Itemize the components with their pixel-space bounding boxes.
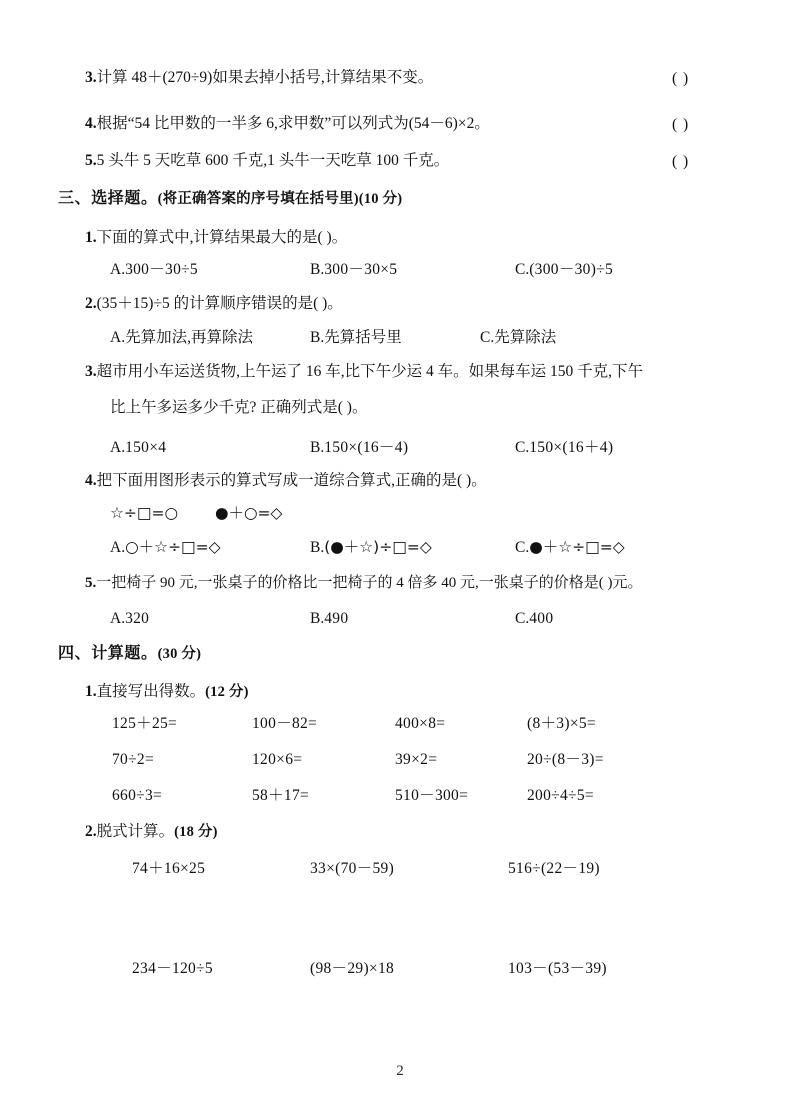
- choice-q2-option-b-text: 先算括号里: [324, 329, 402, 346]
- choice-q4-given-equation-1: ☆÷□=○: [110, 504, 179, 522]
- calc-sub2-r2c2[interactable]: (98－29)×18: [310, 960, 395, 977]
- choice-q3-option-c[interactable]: [515, 440, 613, 456]
- calc-sub1-r1c1[interactable]: 125＋25=: [112, 715, 178, 732]
- calc-sub2-r1c1[interactable]: 74＋16×25: [132, 860, 206, 877]
- section-four-subtitle: (30 分): [157, 646, 202, 662]
- choice-q5-option-b[interactable]: [310, 611, 348, 627]
- calc-sub2-r1c2[interactable]: 33×(70－59): [310, 860, 395, 877]
- calc-sub1-r3c1[interactable]: 660÷3=: [112, 787, 163, 804]
- choice-q5-option-c-text: 400: [529, 610, 554, 627]
- calc-sub2-title: 脱式计算。: [96, 823, 175, 840]
- choice-q4-text: 把下面用图形表示的算式写成一道综合算式,正确的是( )。: [96, 472, 487, 489]
- calc-sub1-number: 1.: [85, 683, 97, 700]
- tf-item-4-answer-box[interactable]: ( ): [672, 116, 690, 133]
- choice-q5-option-c-label: C.: [515, 610, 530, 627]
- section-three-header: [58, 191, 402, 207]
- choice-q2-text: (35＋15)÷5 的计算顺序错误的是( )。: [96, 295, 343, 312]
- choice-q5-option-a[interactable]: [110, 611, 149, 627]
- page-number: 2: [396, 1063, 404, 1079]
- choice-q1-option-b-label: B.: [310, 261, 325, 278]
- choice-q3-text-line2: 比上午多运多少千克? 正确列式是( )。: [110, 399, 368, 416]
- section-four-title: 四、计算题。: [58, 645, 158, 662]
- choice-q1-option-a-label: A.: [110, 261, 126, 278]
- choice-q4-option-c-text: ●＋☆÷□=◇: [529, 538, 625, 556]
- choice-q2-option-a-text: 先算加法,再算除法: [125, 329, 253, 346]
- tf-item-5-text: 5 头牛 5 天吃草 600 千克,1 头牛一天吃草 100 千克。: [96, 152, 450, 169]
- tf-item-5-number: 5.: [85, 152, 97, 169]
- choice-q1-option-a-text: 300－30÷5: [125, 261, 198, 278]
- choice-q5-option-b-text: 490: [324, 610, 349, 627]
- calc-sub1-r1c4[interactable]: (8＋3)×5=: [527, 715, 596, 732]
- calc-sub2-heading: [85, 824, 218, 840]
- choice-q4-given-equation-2: ●＋○=◇: [215, 504, 283, 522]
- calc-sub1-r2c4[interactable]: 20÷(8－3)=: [527, 751, 604, 768]
- choice-q5-option-a-label: A.: [110, 610, 126, 627]
- choice-q2-option-c-text: 先算除法: [494, 329, 557, 346]
- choice-q3-text-line1: 超市用小车运送货物,上午运了 16 车,比下午少运 4 车。如果每车运 150 千克,下午: [96, 363, 644, 380]
- choice-q4-option-b-label: B.: [310, 539, 325, 556]
- choice-q2-option-a[interactable]: [110, 330, 253, 346]
- choice-q5-number: 5.: [85, 575, 97, 591]
- choice-q2-number: 2.: [85, 295, 97, 312]
- calc-sub1-score: (12 分): [205, 684, 249, 700]
- tf-item-5: [85, 153, 449, 169]
- choice-q4-option-a-label: A.: [110, 539, 126, 556]
- calc-sub1-r1c2[interactable]: 100－82=: [252, 715, 318, 732]
- choice-q1-option-a[interactable]: [110, 262, 198, 278]
- calc-sub2-r2c1[interactable]: 234－120÷5: [132, 960, 213, 977]
- choice-q2-option-b[interactable]: [310, 330, 402, 346]
- choice-q2-option-c[interactable]: [480, 330, 556, 346]
- choice-q1-option-c[interactable]: [515, 262, 613, 278]
- choice-q4-option-a[interactable]: [110, 540, 221, 556]
- choice-q5-option-b-label: B.: [310, 610, 325, 627]
- calc-sub1-r3c2[interactable]: 58＋17=: [252, 787, 310, 804]
- choice-q5-stem: [85, 576, 643, 591]
- choice-q1-text: 下面的算式中,计算结果最大的是( )。: [96, 229, 348, 246]
- choice-q1-option-b[interactable]: [310, 262, 397, 278]
- choice-q3-stem-line1: [85, 364, 643, 380]
- tf-item-4-text: 根据“54 比甲数的一半多 6,求甲数”可以列式为(54－6)×2。: [96, 115, 490, 132]
- choice-q3-option-c-text: 150×(16＋4): [529, 439, 614, 456]
- choice-q5-option-c[interactable]: [515, 611, 553, 627]
- calc-sub1-r2c2[interactable]: 120×6=: [252, 751, 303, 768]
- calc-sub1-r2c3[interactable]: 39×2=: [395, 751, 438, 768]
- choice-q3-option-b-text: 150×(16－4): [324, 439, 409, 456]
- choice-q4-option-c[interactable]: [515, 540, 625, 556]
- choice-q1-option-b-text: 300－30×5: [324, 261, 398, 278]
- tf-item-3: [85, 70, 433, 86]
- choice-q3-option-b-label: B.: [310, 439, 325, 456]
- choice-q1-stem: [85, 230, 347, 246]
- choice-q4-number: 4.: [85, 472, 97, 489]
- section-four-header: [58, 646, 201, 662]
- choice-q4-stem: [85, 473, 487, 489]
- choice-q3-option-a[interactable]: [110, 440, 166, 456]
- calc-sub1-r3c3[interactable]: 510－300=: [395, 787, 469, 804]
- choice-q5-option-a-text: 320: [125, 610, 150, 627]
- choice-q3-option-c-label: C.: [515, 439, 530, 456]
- choice-q2-option-a-label: A.: [110, 329, 126, 346]
- calc-sub1-title: 直接写出得数。: [96, 683, 206, 700]
- section-three-subtitle: (将正确答案的序号填在括号里)(10 分): [157, 191, 403, 207]
- calc-sub2-score: (18 分): [174, 824, 218, 840]
- choice-q4-option-a-text: ○＋☆÷□=◇: [125, 538, 221, 556]
- choice-q4-option-c-label: C.: [515, 539, 530, 556]
- choice-q2-option-b-label: B.: [310, 329, 325, 346]
- choice-q2-stem: [85, 296, 343, 312]
- tf-item-3-answer-box[interactable]: ( ): [672, 70, 690, 87]
- choice-q4-option-b-text: (●＋☆)÷□=◇: [324, 538, 432, 556]
- tf-item-4: [85, 116, 490, 132]
- calc-sub2-r1c3[interactable]: 516÷(22－19): [508, 860, 600, 877]
- choice-q1-option-c-text: (300－30)÷5: [529, 261, 614, 278]
- calc-sub2-r2c3[interactable]: 103－(53－39): [508, 960, 607, 977]
- calc-sub1-heading: [85, 684, 249, 700]
- choice-q3-option-a-text: 150×4: [125, 439, 167, 456]
- choice-q1-option-c-label: C.: [515, 261, 530, 278]
- tf-item-3-text: 计算 48＋(270÷9)如果去掉小括号,计算结果不变。: [96, 69, 434, 86]
- choice-q3-option-a-label: A.: [110, 439, 126, 456]
- tf-item-4-number: 4.: [85, 115, 97, 132]
- choice-q4-option-b[interactable]: [310, 540, 432, 556]
- calc-sub1-r1c3[interactable]: 400×8=: [395, 715, 446, 732]
- choice-q3-option-b[interactable]: [310, 440, 408, 456]
- calc-sub2-number: 2.: [85, 823, 97, 840]
- calc-sub1-r2c1[interactable]: 70÷2=: [112, 751, 154, 768]
- tf-item-3-number: 3.: [85, 69, 97, 86]
- section-three-title: 三、选择题。: [58, 190, 158, 207]
- choice-q3-number: 3.: [85, 363, 97, 380]
- choice-q5-text: 一把椅子 90 元,一张桌子的价格比一把椅子的 4 倍多 40 元,一张桌子的价格是( )元。: [96, 575, 643, 591]
- choice-q1-number: 1.: [85, 229, 97, 246]
- tf-item-5-answer-box[interactable]: ( ): [672, 153, 690, 170]
- choice-q3-stem-line2: [110, 400, 367, 416]
- calc-sub1-r3c4[interactable]: 200÷4÷5=: [527, 787, 594, 804]
- choice-q2-option-c-label: C.: [480, 329, 495, 346]
